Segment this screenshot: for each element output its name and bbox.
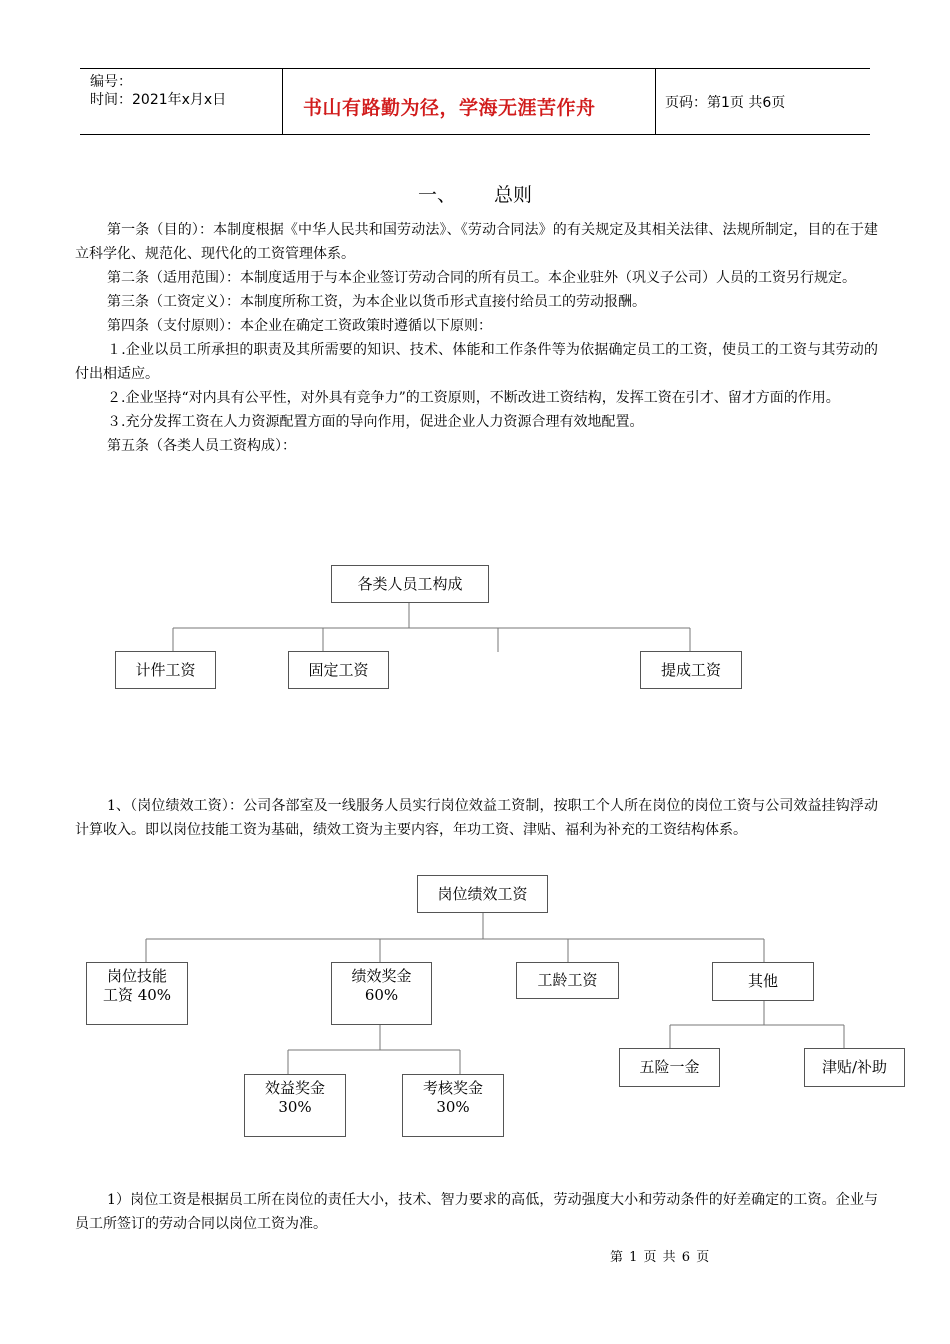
chart2-root-box	[417, 875, 548, 913]
doc-number-label: 编号：	[90, 74, 132, 90]
chart2-assessment-bonus-line1: 考核奖金	[422, 1079, 483, 1097]
doc-date: 时间：2021年x月x日	[90, 92, 227, 108]
chart2-other-box	[712, 962, 814, 1001]
chart2-seniority-box	[516, 962, 619, 999]
chart2-allowance-box	[804, 1048, 905, 1087]
chart2-benefit-bonus-line1: 效益奖金	[264, 1079, 325, 1097]
chart2-skill-wage-box	[86, 962, 188, 1025]
article-4: 第四条（支付原则）：本企业在确定工资政策时遵循以下原则：	[107, 318, 492, 334]
chart2-insurance-box	[619, 1048, 720, 1087]
header-motto: 书山有路勤为径，学海无涯苦作舟	[303, 97, 596, 119]
chart2-benefit-bonus-box	[244, 1074, 346, 1137]
chart2-performance-bonus-line2: 60%	[364, 986, 399, 1004]
chart1-piecework-label: 计件工资	[135, 660, 196, 679]
chart2-benefit-bonus-line2: 30%	[278, 1098, 312, 1116]
section-2-text: 1）岗位工资是根据员工所在岗位的责任大小，技术、智力要求的高低，劳动强度大小和劳动条件的好差确定的工资。企业与员工所签订的劳动合同以岗位工资为准。	[75, 1192, 878, 1232]
chart1-fixed-label: 固定工资	[308, 660, 369, 679]
chart2-seniority-label: 工龄工资	[537, 971, 598, 989]
chart2-performance-bonus-line1: 绩效奖金	[351, 967, 412, 985]
chart1-root-label: 各类人员工构成	[357, 574, 463, 593]
chart2-assessment-bonus-line2: 30%	[436, 1098, 470, 1116]
article-3: 第三条（工资定义）：本制度所称工资，为本企业以货币形式直接付给员工的劳动报酬。	[107, 294, 646, 310]
header-page-info: 页码：第1页 共6页	[665, 95, 786, 111]
article-2: 第二条（适用范围）：本制度适用于与本企业签订劳动合同的所有员工。本企业驻外（巩义子公司）人员的工资另行规定。	[107, 270, 856, 286]
section-1-block	[75, 794, 878, 842]
chart2-insurance-label: 五险一金	[639, 1058, 700, 1076]
article-4-item-3: ３.充分发挥工资在人力资源配置方面的导向作用，促进企业人力资源合理有效地配置。	[107, 414, 644, 430]
chart2-skill-wage-line1: 岗位技能	[106, 967, 167, 985]
chart2-assessment-bonus-box	[402, 1074, 504, 1137]
article-4-item-2: ２.企业坚持“对内具有公平性，对外具有竞争力”的工资原则，不断改进工资结构，发挥工资在引才、留才方面的作用。	[107, 390, 840, 406]
chart2-skill-wage-line2: 工资 40%	[102, 986, 172, 1004]
chart2-root-label: 岗位绩效工资	[437, 884, 528, 903]
section-number: 一、	[417, 184, 456, 206]
chart1-piecework-box	[115, 651, 216, 689]
section-1-text: 1、（岗位绩效工资）：公司各部室及一线服务人员实行岗位效益工资制，按职工个人所在岗位的岗位工资与公司效益挂钩浮动计算收入。即以岗位技能工资为基础，绩效工资为主要内容，年功工资、津贴、福利为补充的工资结构体系。	[75, 798, 878, 838]
chart2-allowance-label: 津贴/补助	[821, 1058, 888, 1076]
section-title: 总则	[494, 184, 533, 206]
page-footer: 第 1 页 共 6 页	[610, 1250, 711, 1265]
article-1: 第一条（目的）：本制度根据《中华人民共和国劳动法》、《劳动合同法》的有关规定及其相关法律、法规所制定，目的在于建立科学化、规范化、现代化的工资管理体系。	[75, 222, 878, 262]
chart1-commission-box	[640, 651, 742, 689]
article-4-item-1: １.企业以员工所承担的职责及其所需要的知识、技术、体能和工作条件等为依据确定员工的工资，使员工的工资与其劳动的付出相适应。	[75, 342, 878, 382]
chart1-fixed-box	[288, 651, 389, 689]
chart2-other-label: 其他	[747, 972, 778, 990]
chart1-root-box	[331, 565, 489, 603]
chart1-commission-label: 提成工资	[660, 660, 721, 679]
chart2-performance-bonus-box	[331, 962, 432, 1025]
article-5: 第五条（各类人员工资构成）：	[107, 438, 296, 454]
section-2-block	[75, 1188, 878, 1236]
